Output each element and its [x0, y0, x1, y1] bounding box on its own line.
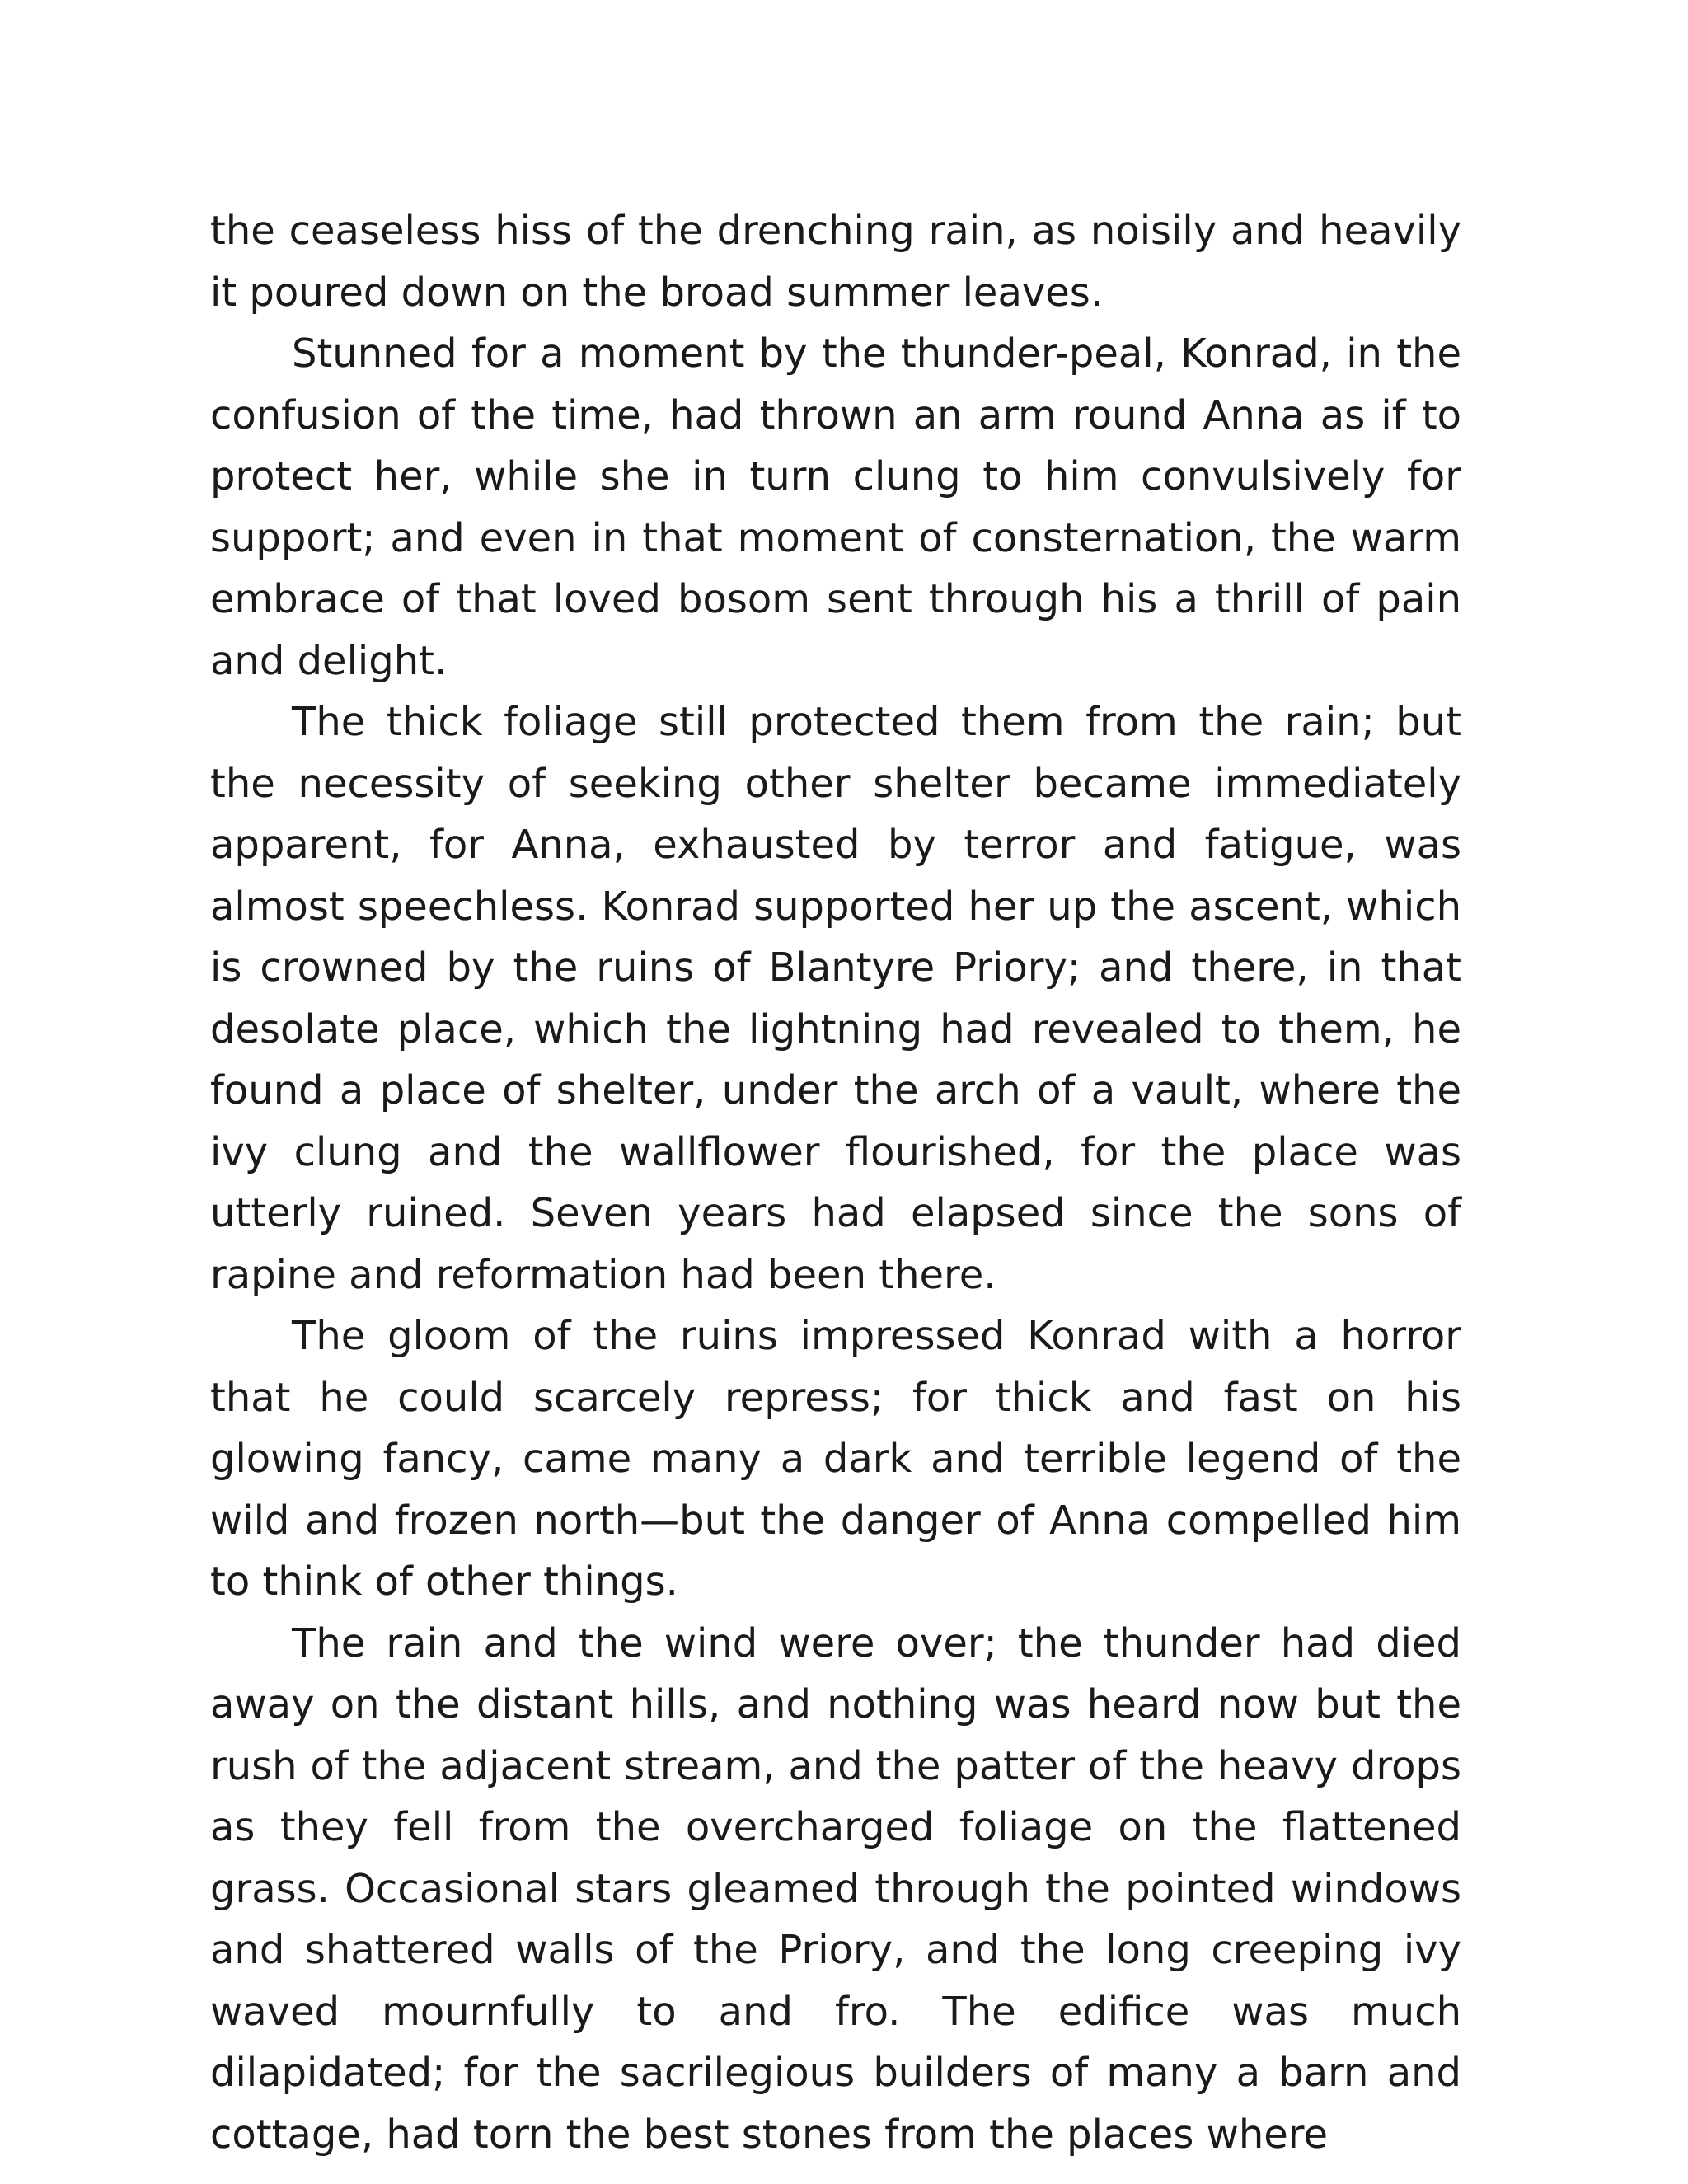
paragraph-2: Stunned for a moment by the thunder-peal, Konrad, in the confusion of the time, had thrown an arm round Anna as if to protect her, while she in turn clung to him convulsively for support; and even in that moment of consternation, the warm embrace of that loved bosom sent through his a thrill of pain and delight. — [210, 330, 1461, 684]
paragraph-5: The rain and the wind were over; the thunder had died away on the distant hills, and nothing was heard now but the rush of the adjacent stream, and the patter of the heavy drops as they fell from the overcharged foliage on the flattened grass. Occasional stars gleamed through the pointed windows and shattered walls of the Priory, and the long creeping ivy waved mournfully to and fro. The edifice was much dilapidated; for the sacrilegious builders of many a barn and cottage, had torn the best stones from the places where — [210, 1619, 1461, 2158]
paragraph-1: the ceaseless hiss of the drenching rain, as noisily and heavily it poured down on the broad summer leaves. — [210, 208, 1461, 316]
body-text — [210, 200, 1461, 2165]
paragraph-3: The thick foliage still protected them from the rain; but the necessity of seeking other shelter became immediately apparent, for Anna, exhausted by terror and fatigue, was almost speechless. Konrad supported her up the ascent, which is crowned by the ruins of Blantyre Priory; and there, in that desolate place, which the lightning had revealed to them, he found a place of shelter, under the arch of a vault, where the ivy clung and the wallflower flourished, for the place was utterly ruined. Seven years had elapsed since the sons of rapine and reformation had been there. — [210, 699, 1461, 1298]
paragraph-4: The gloom of the ruins impressed Konrad with a horror that he could scarcely repress; for thick and fast on his glowing fancy, came many a dark and terrible legend of the wild and frozen north—but the danger of Anna compelled him to think of other things. — [210, 1313, 1461, 1605]
